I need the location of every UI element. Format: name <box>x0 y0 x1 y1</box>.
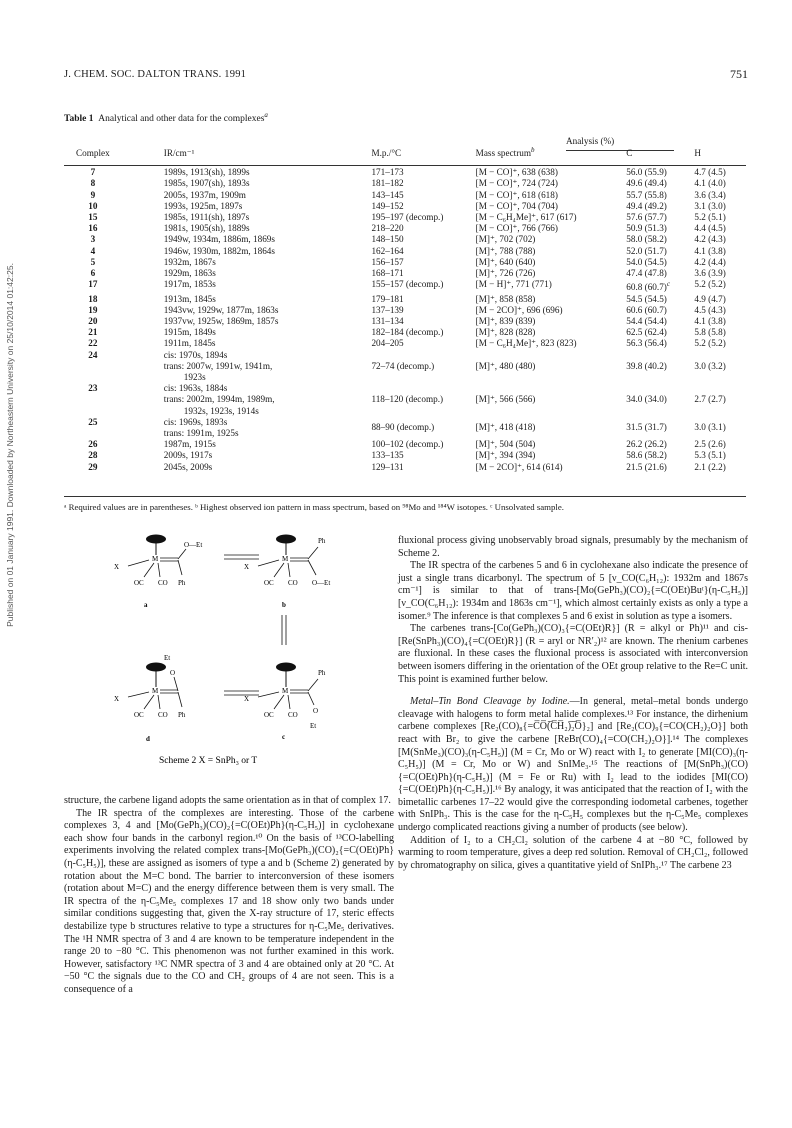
cell-ir-line: 2005s, 1937m, 1909m <box>163 189 246 200</box>
cell-c-value: 56.0 (55.9) <box>626 167 667 178</box>
right-paragraph-4 <box>398 696 748 835</box>
cell-ir <box>122 246 372 257</box>
cell-c <box>626 201 694 212</box>
cell-c-value: 21.5 (21.6) <box>626 461 667 472</box>
cell-c <box>626 338 694 349</box>
cell-ms: [M]⁺, 839 (839) <box>475 315 536 326</box>
cell-ir-line: 2045s, 2009s <box>163 461 213 472</box>
cell-ms: [M]⁺, 418 (418) <box>475 422 536 433</box>
section-heading: Metal–Tin Bond Cleavage by Iodine. <box>410 696 570 708</box>
metal-label-c: M <box>282 687 289 695</box>
cell-mp: 156–157 <box>371 256 404 267</box>
cell-mp: 88–90 (decomp.) <box>371 422 435 433</box>
cell-mp: 131–134 <box>371 315 404 326</box>
cell-ir <box>122 316 372 327</box>
cell-ir-line: 1923s <box>183 371 206 382</box>
cell-ms: [M − CO]⁺, 618 (618) <box>475 189 558 200</box>
equilibrium-arrows-bottom <box>224 691 259 695</box>
cell-c <box>626 279 694 293</box>
label-a: a <box>144 601 148 609</box>
right-paragraph-3: The carbenes trans-[Co(GePh₃)(CO)₃{=C(OEt)R}] (R = alkyl or Ph)¹¹ and cis-[Re(SnPh₃)(CO)₄{=C(OEt)R}] (R = aryl or NR′₂)¹² are known. The rhenium carbenes are fluxional. In these cases the fluxional process is associated with interconversion between isomers differing in the orientation of the OEt group relative to the Re=C unit. This point is examined further below. <box>398 623 748 685</box>
oc-label-b: OC <box>264 579 274 587</box>
table-row <box>64 327 746 338</box>
cell-mp: 148–150 <box>371 234 404 245</box>
cell-ms: [M]⁺, 480 (480) <box>475 360 536 371</box>
cell-c-value: 58.0 (58.2) <box>626 234 667 245</box>
table-row <box>64 234 746 245</box>
cell-ms: [M]⁺, 726 (726) <box>475 268 536 279</box>
o-label-d: O <box>170 669 176 677</box>
cell-ir <box>122 268 372 279</box>
cell-c <box>626 316 694 327</box>
cell-c <box>626 383 694 417</box>
cell-ir-line: 1915m, 1849s <box>163 327 216 338</box>
oc-label-a: OC <box>134 579 144 587</box>
cell-ms: [M]⁺, 640 (640) <box>475 256 536 267</box>
structure-d <box>114 654 186 743</box>
cell-c <box>626 305 694 316</box>
right-column <box>398 535 748 872</box>
cell-ir <box>122 223 372 234</box>
cell-complex: 10 <box>88 200 98 211</box>
cell-ms: [M − H]⁺, 771 (771) <box>475 279 552 290</box>
right-paragraph-5: Addition of I₂ to a CH₂Cl₂ solution of the carbene 4 at −80 °C, followed by warming to room temperature, gives a deep red solution. Removal of CH₂Cl₂, followed by chromatography on silica, gives a quantitative yield of SnIPh₃.¹⁷ The carbene 23 <box>398 834 748 871</box>
cell-ir <box>122 462 372 473</box>
cell-ir <box>122 212 372 223</box>
cell-h: 4.1 (3.8) <box>694 245 726 256</box>
structure-c <box>244 663 326 742</box>
cell-ms: [M − C₆H₄Me]⁺, 617 (617) <box>475 212 577 223</box>
cell-mp: 204–205 <box>371 338 404 349</box>
label-b: b <box>282 601 286 609</box>
cell-ir-line: 1985s, 1907(sh), 1893s <box>163 178 250 189</box>
cell-h: 4.5 (4.3) <box>694 304 726 315</box>
cell-complex: 24 <box>88 349 98 360</box>
cell-h: 4.7 (4.5) <box>694 167 726 178</box>
cell-ir-line: cis: 1970s, 1894s <box>163 349 228 360</box>
table-row <box>64 294 746 305</box>
cell-complex: 17 <box>88 279 98 290</box>
cell-ir-line: 1946w, 1930m, 1882m, 1864s <box>163 245 275 256</box>
cell-complex: 4 <box>90 245 96 256</box>
cell-ms: [M]⁺, 394 (394) <box>475 450 536 461</box>
cell-complex: 23 <box>88 383 98 394</box>
cell-complex: 7 <box>90 167 96 178</box>
cell-h: 3.0 (3.1) <box>694 422 726 433</box>
cell-c <box>626 327 694 338</box>
table-label: Table 1 <box>64 114 94 125</box>
cell-ms: [M]⁺, 858 (858) <box>475 293 536 304</box>
cell-h: 4.1 (3.8) <box>694 315 726 326</box>
cell-c <box>626 223 694 234</box>
cell-c-value: 34.0 (34.0) <box>626 394 667 405</box>
cell-h: 2.7 (2.7) <box>694 394 726 405</box>
cell-mp: 143–145 <box>371 189 404 200</box>
cell-ir-line: 1932m, 1867s <box>163 256 216 267</box>
cell-ir <box>122 383 372 417</box>
cell-ir <box>122 167 372 178</box>
cell-ms: [M − C₆H₄Me]⁺, 823 (823) <box>475 338 577 349</box>
cell-ir <box>122 327 372 338</box>
cell-ms: [M]⁺, 788 (788) <box>475 245 536 256</box>
table-row <box>64 462 746 473</box>
table-row <box>64 305 746 316</box>
table-row <box>64 439 746 450</box>
col-ms-mark: b <box>531 145 535 154</box>
co-label-d: CO <box>158 711 168 719</box>
data-table <box>64 134 746 473</box>
co-label-c: CO <box>288 711 298 719</box>
table-row <box>64 167 746 178</box>
cell-c-value: 26.2 (26.2) <box>626 439 667 450</box>
left-paragraph-2: The IR spectra of the complexes are interesting. Those of the carbene complexes 3, 4 and [Mo(GePh₃)(CO)₂{=C(OEt)Ph}(η-C₅H₅)] in cyclohexane each show four bands in the carbonyl region.¹⁰ On the basis of ¹³CO-labelling experiments involving the related complex trans-[Mo(GePh₃)(CO)₂{=C(OEt)Ph}(η-C₅H₅)], these are assigned as isomers of type a and b (Scheme 2) generated by rotation about the M=C bond. The barrier to interconversion of these isomers (rotation about M=C) and the energy difference between them is very small. The IR spectra of the η-C₅Me₅ complexes 17 and 18 show only two bands under similar conditions suggesting that, given the X-ray structure of 17, steric effects destabilize type b structures relative to type a structures for η-C₅Me₅ derivatives. The ¹H NMR spectra of 3 and 4 are known to be temperature independent in the range 20 to −80 °C. This phenomenon was not further examined in this work. However, satisfactory ¹³C NMR spectra of 3 and 4 are obtained only at 20 °C. At −50 °C the signals due to the CO and CH₂ groups of 4 are not seen. This is a consequence of a <box>64 807 394 995</box>
ph-label-c: Ph <box>318 669 326 677</box>
cell-h: 3.6 (3.4) <box>694 189 726 200</box>
cell-ir <box>122 417 372 439</box>
cell-ir <box>122 190 372 201</box>
cell-complex: 5 <box>90 256 96 267</box>
table-row <box>64 338 746 349</box>
cell-complex: 26 <box>88 439 98 450</box>
cell-c-value: 49.4 (49.2) <box>626 200 667 211</box>
cell-complex: 15 <box>88 212 98 223</box>
cell-c-value: 60.8 (60.7) <box>626 282 667 293</box>
ph-label-d: Ph <box>178 711 186 719</box>
structure-a <box>114 535 202 610</box>
cell-ir-line: 1987m, 1915s <box>163 439 216 450</box>
cell-h: 5.2 (5.1) <box>694 212 726 223</box>
cell-h: 5.2 (5.2) <box>694 279 726 290</box>
table-row <box>64 212 746 223</box>
oet-label-a: O—Et <box>184 541 203 549</box>
cell-c <box>626 268 694 279</box>
cell-h: 4.4 (4.5) <box>694 223 726 234</box>
sidebar-citation <box>2 230 18 660</box>
col-c: C <box>626 148 633 158</box>
col-ms-label: Mass spectrum <box>475 148 532 158</box>
oc-label-c: OC <box>264 711 274 719</box>
cell-mp: 182–184 (decomp.) <box>371 327 444 338</box>
cell-h: 4.2 (4.3) <box>694 234 726 245</box>
x-label-b: X <box>244 563 250 571</box>
cell-c <box>626 234 694 245</box>
analysis-header: Analysis (%) <box>566 136 615 146</box>
cell-c-value: 54.0 (54.5) <box>626 256 667 267</box>
oc-label-d: OC <box>134 711 144 719</box>
cell-mp: 195–197 (decomp.) <box>371 212 444 223</box>
col-h: H <box>694 148 702 158</box>
table-row <box>64 279 746 293</box>
cell-complex: 22 <box>88 338 98 349</box>
cell-ir <box>122 305 372 316</box>
table-row <box>64 223 746 234</box>
cell-mp: 162–164 <box>371 245 404 256</box>
cell-mp: 137–139 <box>371 304 404 315</box>
cell-c-value: 62.5 (62.4) <box>626 327 667 338</box>
x-label-d: X <box>114 695 120 703</box>
cell-ir <box>122 450 372 461</box>
cell-c <box>626 350 694 384</box>
cell-ir <box>122 279 372 293</box>
right-paragraph-4-text: —In general, metal–metal bonds undergo cleavage with halogens to form metal halide complexes.¹³ For instance, the dirhenium carbene complexes [Re₂(CO)₈{=C̅O̅(̅C̅H̅₂)̅₂̅O̅}₂] and [Re₂(CO)₉{=CO(CH₂)₂O}] both react with Br₂ to give the carbene [ReBr(CO)₄{=CO(CH₂)₂O}].¹⁴ The complexes [M(SnMe₃)(CO)₃(η-C₅H₅)] (M = Cr, Mo or W) react with I₂ to generate [MI(CO)₃(η-C₅H₅)] (M = Cr, Mo or W) and SnIMe₃.¹⁵ The reactions of [M(SnPh₃)(CO){=C(OEt)Ph}(η-C₅H₅)] (M = Fe or Ru) with I₂ lead to the iodides [MI(CO){=C(OEt)Ph}(η-C₅H₅)].¹⁶ By analogy, it was anticipated that the reaction of I₂ with the bimetallic carbenes 17–22 would give the corresponding iodometal carbenes, together with SnIPh₃. This is the case for the η-C₅H₅ complexes but the η-C₅Me₅ complexes undergo complicated reactions giving a number of products (see below). <box>398 696 748 834</box>
cell-c-value: 58.6 (58.2) <box>626 450 667 461</box>
metal-label-d: M <box>152 687 159 695</box>
table-row <box>64 417 746 439</box>
right-paragraph-2: The IR spectra of the carbenes 5 and 6 in cyclohexane also indicate the presence of just a single trans dicarbonyl. The spectrum of 5 [ν_CO(C₆H₁₂): 1932m and 1867s cm⁻¹] is similar to that of trans-[Mo(GePh₃)(CO)₂{=C(OEt)Buᵗ}(η-C₅H₅)] [ν_CO(C₆H₁₂): 1934m and 1863s cm⁻¹], which almost certainly exists as only a type a isomer.⁹ The inference is that complexes 5 and 6 exist in solution as type a isomers. <box>398 560 748 622</box>
cell-ir <box>122 294 372 305</box>
cell-ir-line: trans: 1991m, 1925s <box>163 427 239 438</box>
cell-ms: [M − CO]⁺, 724 (724) <box>475 178 558 189</box>
table-row <box>64 190 746 201</box>
cell-mp: 181–182 <box>371 178 404 189</box>
col-ms <box>476 134 627 159</box>
cell-ir-line: 1981s, 1905(sh), 1889s <box>163 223 250 234</box>
cell-ms: [M]⁺, 828 (828) <box>475 327 536 338</box>
col-complex: Complex <box>76 148 110 158</box>
cell-c-value: 54.5 (54.5) <box>626 293 667 304</box>
cell-mp: 171–173 <box>371 167 404 178</box>
cell-c-value: 52.0 (51.7) <box>626 245 667 256</box>
o-label-c: O <box>313 707 319 715</box>
table-row <box>64 201 746 212</box>
oet-label-b: O—Et <box>312 579 331 587</box>
cell-ir-line: trans: 2002m, 1994m, 1989m, <box>163 394 275 405</box>
cell-ms: [M − 2CO]⁺, 696 (696) <box>475 304 563 315</box>
cell-complex: 3 <box>90 234 96 245</box>
cell-complex: 25 <box>88 416 98 427</box>
cell-complex: 8 <box>90 178 96 189</box>
scheme-2-diagram <box>64 525 394 775</box>
cell-c <box>626 294 694 305</box>
cell-ir <box>122 201 372 212</box>
cell-ir-line: 1943vw, 1929w, 1877m, 1863s <box>163 304 279 315</box>
cell-c <box>626 178 694 189</box>
cell-h: 2.1 (2.2) <box>694 461 726 472</box>
table-caption-mark: a <box>264 111 268 119</box>
cell-h: 3.0 (3.2) <box>694 360 726 371</box>
cell-c <box>626 212 694 223</box>
cell-c <box>626 167 694 178</box>
right-paragraph-1: fluxional process giving unobservably broad signals, presumably by the mechanism of Scheme 2. <box>398 535 748 559</box>
col-mp: M.p./°C <box>371 148 402 158</box>
cell-h: 2.5 (2.6) <box>694 439 726 450</box>
left-column <box>64 795 394 997</box>
cell-c-value: 39.8 (40.2) <box>626 360 667 371</box>
cell-ir <box>122 257 372 268</box>
cell-mp: 129–131 <box>371 461 404 472</box>
cell-c-value: 55.7 (55.8) <box>626 189 667 200</box>
cell-ms: [M − 2CO]⁺, 614 (614) <box>475 461 563 472</box>
cell-ir-line: trans: 2007w, 1991w, 1941m, <box>163 360 273 371</box>
cell-ir-line: 1937vw, 1925w, 1869m, 1857s <box>163 315 279 326</box>
ph-label-b: Ph <box>318 537 326 545</box>
cell-c <box>626 417 694 439</box>
cell-c <box>626 190 694 201</box>
equilibrium-arrows-horizontal <box>224 555 259 559</box>
cell-mp: 155–157 (decomp.) <box>371 279 444 290</box>
x-label-a: X <box>114 563 120 571</box>
co-label-a: CO <box>158 579 168 587</box>
cell-ir-line: cis: 1969s, 1893s <box>163 416 228 427</box>
table-footnote: ᵃ Required values are in parentheses. ᵇ Highest observed ion pattern in mass spectrum, based on ⁹⁸Mo and ¹⁸⁴W isotopes. ᶜ Unsolvated sample. <box>64 502 564 512</box>
cell-mp: 179–181 <box>371 293 404 304</box>
col-ir: IR/cm⁻¹ <box>163 148 195 158</box>
cell-ms: [M]⁺, 566 (566) <box>475 394 536 405</box>
table-rule-bottom <box>64 496 746 497</box>
cell-ir <box>122 350 372 384</box>
cell-c-value: 56.3 (56.4) <box>626 338 667 349</box>
cell-h: 5.2 (5.2) <box>694 338 726 349</box>
cell-h: 4.9 (4.7) <box>694 293 726 304</box>
cell-mp: 118–120 (decomp.) <box>371 394 444 405</box>
cell-complex: 18 <box>88 293 98 304</box>
cell-ms: [M − CO]⁺, 638 (638) <box>475 167 558 178</box>
cell-c <box>626 257 694 268</box>
cell-c <box>626 450 694 461</box>
cell-ir-line: 1985s, 1911(sh), 1897s <box>163 212 250 223</box>
table-header-row <box>64 134 746 159</box>
cell-ir <box>122 178 372 189</box>
cell-mp: 100–102 (decomp.) <box>371 439 444 450</box>
cell-complex: 6 <box>90 268 96 279</box>
table-row <box>64 268 746 279</box>
cell-ms: [M]⁺, 504 (504) <box>475 439 536 450</box>
cell-ms: [M − CO]⁺, 704 (704) <box>475 200 558 211</box>
cell-ir <box>122 439 372 450</box>
cell-complex: 29 <box>88 461 98 472</box>
cell-complex: 21 <box>88 327 98 338</box>
table-row <box>64 257 746 268</box>
table-row <box>64 450 746 461</box>
cell-ir-line: 1949w, 1934m, 1886m, 1869s <box>163 234 275 245</box>
cell-c-value: 47.4 (47.8) <box>626 268 667 279</box>
cell-ir-line: 1913m, 1845s <box>163 293 216 304</box>
cell-c <box>626 439 694 450</box>
cell-complex: 28 <box>88 450 98 461</box>
cell-c-mark: c <box>666 280 670 289</box>
cell-ms: [M]⁺, 702 (702) <box>475 234 536 245</box>
structure-b <box>244 535 330 610</box>
metal-label-b: M <box>282 555 289 563</box>
cell-ir-line: 1993s, 1925m, 1897s <box>163 200 243 211</box>
et-label-d: Et <box>164 654 171 662</box>
cell-ir-line: 1911m, 1845s <box>163 338 216 349</box>
table-caption <box>64 111 268 124</box>
cell-mp: 218–220 <box>371 223 404 234</box>
table-row <box>64 350 746 384</box>
page-number: 751 <box>730 67 748 81</box>
cell-c-value: 49.6 (49.4) <box>626 178 667 189</box>
cell-h: 3.6 (3.9) <box>694 268 726 279</box>
cell-c <box>626 246 694 257</box>
scheme-caption: Scheme 2 X = SnPh₃ or T <box>159 756 258 766</box>
ph-label-a: Ph <box>178 579 186 587</box>
co-label-b: CO <box>288 579 298 587</box>
cell-c-value: 54.4 (54.4) <box>626 315 667 326</box>
table-row <box>64 178 746 189</box>
cell-h: 5.3 (5.1) <box>694 450 726 461</box>
cell-c-value: 50.9 (51.3) <box>626 223 667 234</box>
cell-ms: [M − CO]⁺, 766 (766) <box>475 223 558 234</box>
table-rule-top <box>64 165 746 166</box>
label-c: c <box>282 733 286 741</box>
cell-ir <box>122 338 372 349</box>
cell-complex: 19 <box>88 304 98 315</box>
cell-c-value: 60.6 (60.7) <box>626 304 667 315</box>
cell-h: 5.8 (5.8) <box>694 327 726 338</box>
cell-ir-line: 2009s, 1917s <box>163 450 213 461</box>
cell-h: 4.1 (4.0) <box>694 178 726 189</box>
cell-mp: 133–135 <box>371 450 404 461</box>
cell-ir-line: 1929m, 1863s <box>163 268 216 279</box>
table-row <box>64 246 746 257</box>
metal-label-a: M <box>152 555 159 563</box>
cell-ir <box>122 234 372 245</box>
cell-h: 4.2 (4.4) <box>694 256 726 267</box>
cell-ir-line: 1917m, 1853s <box>163 279 216 290</box>
cell-c-value: 57.6 (57.7) <box>626 212 667 223</box>
cell-complex: 20 <box>88 315 98 326</box>
citation-text: Published on 01 January 1991. Downloaded by Northeastern University on 25/10/2014 01:42:25. <box>5 263 16 627</box>
et-label-c: Et <box>310 722 317 730</box>
cell-c-value: 31.5 (31.7) <box>626 422 667 433</box>
cell-mp: 149–152 <box>371 200 404 211</box>
cell-ir-line: cis: 1963s, 1884s <box>163 383 228 394</box>
cell-h: 3.1 (3.0) <box>694 200 726 211</box>
journal-header: J. CHEM. SOC. DALTON TRANS. 1991 <box>64 69 247 80</box>
cell-c <box>626 462 694 473</box>
cell-ir-line: 1932s, 1923s, 1914s <box>183 405 259 416</box>
left-paragraph-1: structure, the carbene ligand adopts the same orientation as in that of complex 17. <box>64 795 391 806</box>
table-row <box>64 316 746 327</box>
cell-complex: 16 <box>88 223 98 234</box>
table-row <box>64 383 746 417</box>
table-caption-text: Analytical and other data for the complexes <box>98 114 265 125</box>
cell-complex: 9 <box>90 189 96 200</box>
cell-mp: 168–171 <box>371 268 404 279</box>
label-d: d <box>146 735 150 743</box>
cell-ir-line: 1989s, 1913(sh), 1899s <box>163 167 250 178</box>
cell-mp: 72–74 (decomp.) <box>371 360 435 371</box>
x-label-c: X <box>244 695 250 703</box>
equilibrium-arrows-vertical <box>282 615 286 645</box>
